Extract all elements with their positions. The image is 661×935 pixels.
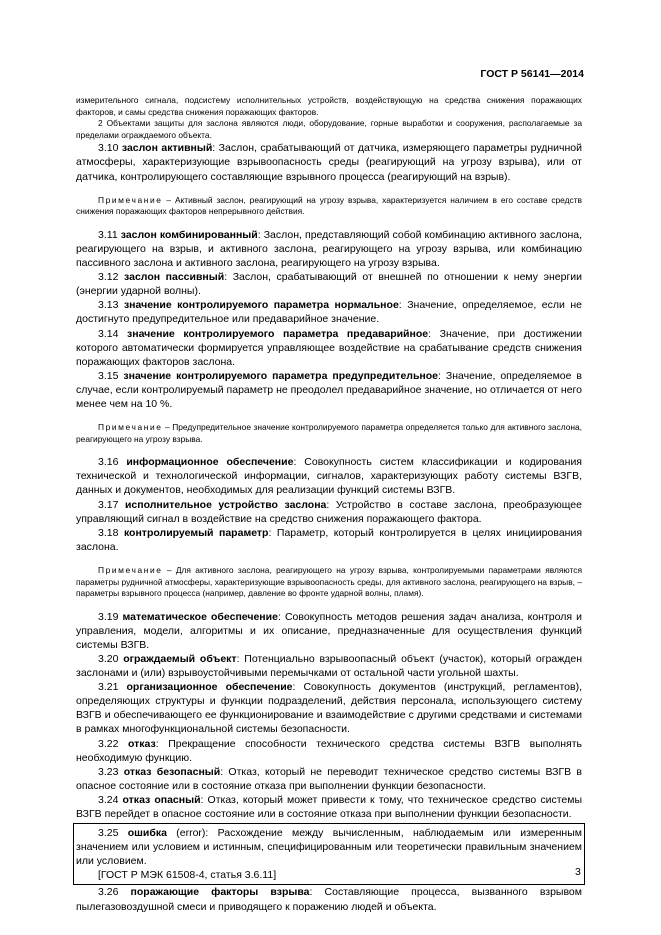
term-name: поражающие факторы взрыва bbox=[130, 886, 310, 899]
term-name: ограждаемый объект bbox=[123, 652, 237, 665]
term-entry: 3.21 организационное обеспечение: Совокупность документов (инструкций, регламентов), определяющих структуры и функции подразделений, действия персонала, использующего систему ВЗГВ и обеспечивающего ее функционирование и взаимодействие с другими средствами и системами в рамках многофункциональной системы безопасности. bbox=[76, 681, 582, 736]
term-entry: 3.24 отказ опасный: Отказ, который может привести к тому, что техническое средство системы ВЗГВ перейдет в опасное состояние или в состояние отказа при выполнении функции безопасности. bbox=[76, 793, 582, 820]
note-label: Примечание bbox=[98, 422, 163, 433]
term-name: заслон пассивный bbox=[124, 271, 225, 284]
term-entry bbox=[76, 826, 582, 868]
document-code: ГОСТ Р 56141—2014 bbox=[480, 68, 584, 80]
term-reference: [ГОСТ Р МЭК 61508-4, статья 3.6.11] bbox=[98, 869, 277, 882]
term-definition: (error): Расхождение между вычисленным, наблюдаемым или измеренным значением или условием и истинным, специфицированным или теоретически правильным значением или условием. bbox=[76, 827, 582, 868]
term-name: математическое обеспечение bbox=[122, 610, 278, 623]
term-name: организационное обеспечение bbox=[126, 681, 293, 694]
term-entry: 3.18 контролируемый параметр: Параметр, который контролируется в целях инициирования заслона. bbox=[76, 526, 583, 553]
term-number: 3.10 bbox=[98, 142, 119, 155]
term-number: 3.12 bbox=[98, 271, 119, 284]
term-number: 3.13 bbox=[98, 299, 119, 312]
term-entry: 3.16 информационное обеспечение: Совокупность систем классификации и кодирования технической и технологической информации, сигналов, характеризующих работу системы ВЗГВ, данных и документов, необходимых для реализации функций системы ВЗГВ. bbox=[76, 456, 582, 497]
term-number: 3.15 bbox=[98, 369, 119, 382]
term-name: значение контролируемого параметра предаварийное bbox=[127, 327, 429, 340]
term-definition: Совокупность методов решения задач анализа, контроля и управления, модели, алгоритмы и их описание, предназначенные для осуществления функций системы ВЗГВ. bbox=[76, 610, 582, 651]
term-entry: 3.13 значение контролируемого параметра нормальное: Значение, определяемое, если не достигнуто предупредительное или предаварийное значение. bbox=[76, 299, 582, 326]
page-number: 3 bbox=[575, 866, 581, 878]
term-entry: 3.10 заслон активный: Заслон, срабатывающий от датчика, измеряющего параметры рудничной атмосферы, характеризующие взрывоопасность среды (реагирующий на угрозу взрыва), или от датчика, контролирующего составляющие взрывного процесса (реагирующий на взрыв). bbox=[76, 142, 582, 183]
term-name: отказ безопасный bbox=[123, 765, 221, 778]
term-definition: Параметр, который контролируется в целях инициирования заслона. bbox=[76, 526, 583, 553]
term-number: 3.24 bbox=[98, 793, 119, 806]
term-number: 3.20 bbox=[98, 652, 119, 665]
note-label: Примечание bbox=[98, 564, 163, 575]
term-number: 3.21 bbox=[98, 681, 119, 694]
term-definition: Значение, при достижении которого автоматически формируется управляющее воздействие на срабатывание средств снижения поражающих факторов заслона. bbox=[76, 327, 582, 368]
term-entry: 3.20 ограждаемый объект: Потенциально взрывоопасный объект (участок), который огражден заслонами и (или) взрывоустойчивыми перемычками от остальной части угольной шахты. bbox=[76, 652, 582, 680]
term-number: 3.16 bbox=[98, 456, 119, 469]
document-body bbox=[76, 95, 582, 914]
term-number: 3.17 bbox=[98, 498, 119, 511]
term-entry: 3.15 значение контролируемого параметра предупредительное: Значение, определяемое в случае, если контролируемый параметр не преодолел предаварийное значение, но отличается от него менее чем на 10 %. bbox=[76, 369, 583, 410]
term-name: контролируемый параметр bbox=[123, 526, 269, 539]
term-definition: Отказ, который не переводит техническое средство системы ВЗГВ в опасное состояние или в состояние отказа при выполнении функции безопасности. bbox=[76, 765, 582, 792]
term-name: исполнительное устройство заслона bbox=[124, 498, 327, 511]
term-definition: Заслон, представляющий собой комбинацию активного заслона, реагирующего на взрыв, и активного заслона, реагирующего на угрозу взрыва, или комбинацию пассивного заслона и активного заслона, реагирующего на угрозу взрыва. bbox=[76, 228, 582, 270]
note-paragraph: Примечание – Предупредительное значение контролируемого параметра определяется только для активного заслона, реагирующего на угрозу взрыва. bbox=[76, 422, 582, 444]
term-name: значение контролируемого параметра нормальное bbox=[123, 299, 399, 312]
note-paragraph: 2 Объектами защиты для заслона являются люди, оборудование, горные выработки и сооружения, располагаемые за пределами ограждаемого объекта. bbox=[76, 118, 582, 140]
term-entry: 3.17 исполнительное устройство заслона: Устройство в составе заслона, преобразующее управляющий сигнал в воздействие на средство снижения поражающего фактора. bbox=[76, 498, 582, 525]
term-number: 3.11 bbox=[98, 228, 118, 241]
note-label: Примечание bbox=[98, 194, 163, 205]
note-paragraph: Примечание – Для активного заслона, реагирующего на угрозу взрыва, контролируемыми параметрами являются параметры рудничной атмосферы, характеризующие взрывоопасность среды, для активного заслона, реагирующего на взрыв, – параметры взрывного процесса (например, давление во фронте ударной волны, пламя). bbox=[76, 564, 582, 599]
term-entry: 3.14 значение контролируемого параметра предаварийное: Значение, при достижении которого автоматически формируется управляющее воздействие на срабатывание средств снижения поражающих факторов заслона. bbox=[76, 327, 582, 368]
term-name: ошибка bbox=[127, 827, 167, 840]
term-definition: Прекращение способности технического средства системы ВЗГВ выполнять необходимую функцию. bbox=[76, 737, 582, 764]
term-name: информационное обеспечение bbox=[126, 456, 294, 469]
term-definition: Устройство в составе заслона, преобразующее управляющий сигнал в воздействие на средство снижения поражающего фактора. bbox=[76, 498, 582, 525]
term-number: 3.22 bbox=[98, 737, 119, 750]
term-entry: 3.26 поражающие факторы взрыва: Составляющие процесса, вызванного взрывом пылегазовоздушной смеси и приводящего к поражению людей и объекта. bbox=[76, 886, 582, 913]
term-number: 3.19 bbox=[98, 610, 119, 623]
note-paragraph: измерительного сигнала, подсистему исполнительных устройств, воздействующую на средства снижения поражающих факторов, и самы средства снижения поражающих факторов. bbox=[76, 95, 582, 117]
boxed-term-entry bbox=[76, 826, 582, 882]
note-text: Предупредительное значение контролируемого параметра определяется только для активного заслона, реагирующего на угрозу взрыва. bbox=[76, 422, 582, 444]
term-definition: Потенциально взрывоопасный объект (участок), который огражден заслонами и (или) взрывоустойчивыми перемычками от остальной части угольной шахты. bbox=[76, 652, 582, 680]
term-number: 3.18 bbox=[98, 526, 119, 539]
term-definition: Значение, определяемое в случае, если контролируемый параметр не преодолел предаварийное значение, но отличается от него менее чем на 10 %. bbox=[76, 369, 583, 410]
term-entry: 3.22 отказ: Прекращение способности технического средства системы ВЗГВ выполнять необходимую функцию. bbox=[76, 737, 582, 764]
term-number: 3.14 bbox=[98, 327, 119, 340]
term-definition: Заслон, срабатывающий от внешней по отношении к нему энергии (энергии ударной волны). bbox=[76, 271, 583, 298]
term-name: заслон активный bbox=[121, 142, 213, 155]
term-definition: Совокупность документов (инструкций, регламентов), определяющих структуры и функции подразделений, действия персонала, использующего систему ВЗГВ и обеспечивающего ее функционирование и взаимодействие с другими средствами и системами в рамках многофункциональной системы безопасности. bbox=[76, 681, 582, 736]
term-name: значение контролируемого параметра предупредительное bbox=[123, 369, 439, 382]
term-number: 3.25 bbox=[98, 827, 119, 840]
term-definition: Составляющие процесса, вызванного взрывом пылегазовоздушной смеси и приводящего к поражению людей и объекта. bbox=[76, 886, 582, 913]
term-name: заслон комбинированный bbox=[120, 228, 258, 241]
term-entry: 3.19 математическое обеспечение: Совокупность методов решения задач анализа, контроля и управления, модели, алгоритмы и их описание, предназначенные для осуществления функций системы ВЗГВ. bbox=[76, 610, 582, 651]
note-paragraph: Примечание – Активный заслон, реагирующий на угрозу взрыва, характеризуется наличием в его составе средств снижения поражающих факторов непрерывного действия. bbox=[76, 194, 583, 217]
term-entry: 3.12 заслон пассивный: Заслон, срабатывающий от внешней по отношении к нему энергии (энергии ударной волны). bbox=[76, 271, 583, 298]
term-entry: 3.23 отказ безопасный: Отказ, который не переводит техническое средство системы ВЗГВ в опасное состояние или в состояние отказа при выполнении функции безопасности. bbox=[76, 765, 582, 792]
term-definition: Заслон, срабатывающий от датчика, измеряющего параметры рудничной атмосферы, характеризующие взрывоопасность среды (реагирующий на угрозу взрыва), или от датчика, контролирующего составляющие взрывного процесса (реагирующий на взрыв). bbox=[76, 142, 582, 183]
term-definition: Совокупность систем классификации и кодирования технической и технологической информации, сигналов, характеризующих работу системы ВЗГВ, данных и документов, необходимых для реализации функций системы ВЗГВ. bbox=[76, 456, 582, 497]
term-number: 3.26 bbox=[98, 886, 119, 899]
term-name: отказ bbox=[127, 737, 156, 750]
term-entry: 3.11 заслон комбинированный: Заслон, представляющий собой комбинацию активного заслона, реагирующего на взрыв, и активного заслона, реагирующего на угрозу взрыва, или комбинацию пассивного заслона и активного заслона, реагирующего на угрозу взрыва. bbox=[76, 228, 582, 270]
term-definition: Отказ, который может привести к тому, что техническое средство системы ВЗГВ перейдет в опасное состояние или в состояние отказа при выполнении функции безопасности. bbox=[76, 793, 582, 820]
note-text: Активный заслон, реагирующий на угрозу взрыва, характеризуется наличием в его составе средств снижения поражающих факторов непрерывного действия. bbox=[76, 194, 583, 217]
term-definition: Значение, определяемое, если не достигнуто предупредительное или предаварийное значение. bbox=[76, 299, 582, 326]
term-number: 3.23 bbox=[98, 765, 119, 778]
term-name: отказ опасный bbox=[122, 793, 201, 806]
note-text: Для активного заслона, реагирующего на угрозу взрыва, контролируемыми параметрами являются параметры рудничной атмосферы, характеризующие взрывоопасность среды, для активного заслона, реагирующего на взрыв, – параметры взрывного процесса (например, давление во фронте ударной волны, пламя). bbox=[76, 564, 582, 599]
